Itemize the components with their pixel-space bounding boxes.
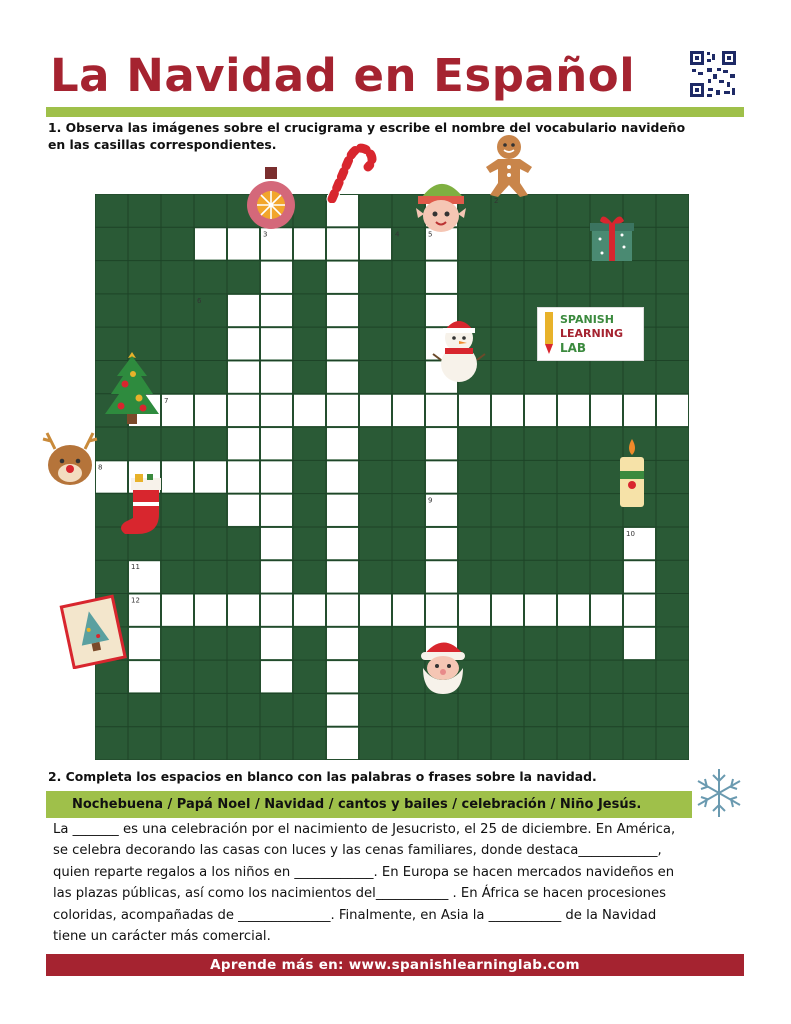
elf-icon xyxy=(412,174,470,234)
crossword-cell[interactable] xyxy=(327,561,358,592)
paragraph-line: coloridas, acompañadas de ______________. Finalmente, en Asia la ___________ de la Navidad xyxy=(53,907,657,923)
crossword-cell[interactable] xyxy=(327,361,358,392)
crossword-cell[interactable] xyxy=(393,595,424,626)
crossword-cell[interactable] xyxy=(327,595,358,626)
crossword-cell[interactable] xyxy=(426,262,457,293)
santa-icon xyxy=(415,636,471,696)
clue-number: 6 xyxy=(197,296,202,305)
crossword-cell[interactable] xyxy=(360,595,391,626)
instruction-1-line-2: en las casillas correspondientes. xyxy=(48,137,277,152)
crossword-cell[interactable] xyxy=(162,595,193,626)
crossword-cell[interactable] xyxy=(261,595,292,626)
title-underline xyxy=(46,107,744,117)
crossword-cell[interactable] xyxy=(327,262,358,293)
clue-number: 11 xyxy=(131,563,140,572)
christmas-card-icon xyxy=(59,593,127,669)
crossword-cell[interactable] xyxy=(261,661,292,692)
crossword-cell[interactable] xyxy=(327,661,358,692)
candy-cane-icon xyxy=(320,137,378,203)
crossword-cell[interactable] xyxy=(228,395,259,426)
crossword-cell[interactable] xyxy=(195,595,226,626)
crossword-cell[interactable] xyxy=(327,395,358,426)
crossword-cell[interactable] xyxy=(624,628,655,659)
crossword-cell[interactable] xyxy=(327,495,358,526)
crossword-cell[interactable] xyxy=(195,395,226,426)
crossword-cell[interactable] xyxy=(525,395,556,426)
crossword-cell[interactable] xyxy=(492,395,523,426)
crossword-cell[interactable] xyxy=(657,395,688,426)
crossword-cell[interactable] xyxy=(624,395,655,426)
crossword-cell[interactable] xyxy=(525,595,556,626)
footer-link[interactable]: Aprende más en: www.spanishlearninglab.com xyxy=(46,954,744,976)
crossword-cell[interactable] xyxy=(492,595,523,626)
crossword-cell[interactable] xyxy=(228,461,259,492)
crossword-cell[interactable] xyxy=(459,395,490,426)
crossword-cell[interactable] xyxy=(327,428,358,459)
crossword-cell[interactable] xyxy=(261,395,292,426)
crossword-cell[interactable] xyxy=(195,461,226,492)
crossword-cell[interactable] xyxy=(261,361,292,392)
paragraph-line: las plazas públicas, así como los nacimientos del___________ . En África se hacen procesiones xyxy=(53,886,667,902)
crossword-cell[interactable] xyxy=(228,328,259,359)
snowman-icon xyxy=(431,316,487,384)
crossword-cells xyxy=(95,194,689,760)
gingerbread-icon xyxy=(484,133,534,199)
spanish-learning-lab-logo: SPANISH LEARNING LAB xyxy=(537,307,644,361)
crossword-cell[interactable] xyxy=(591,395,622,426)
crossword-cell[interactable] xyxy=(129,661,160,692)
clue-number: 12 xyxy=(131,596,140,605)
crossword-cell[interactable] xyxy=(261,528,292,559)
crossword-cell[interactable] xyxy=(261,295,292,326)
crossword-cell[interactable] xyxy=(228,361,259,392)
clue-number: 9 xyxy=(428,496,433,505)
paragraph-line: quien reparte regalos a los niños en ____________. En Europa se hacen mercados navideños en xyxy=(53,864,675,880)
crossword-cell[interactable] xyxy=(228,595,259,626)
crossword-cell[interactable] xyxy=(327,628,358,659)
crossword-cell[interactable] xyxy=(426,595,457,626)
clue-number: 8 xyxy=(98,463,103,472)
crossword-cell[interactable] xyxy=(426,428,457,459)
crossword-cell[interactable] xyxy=(327,328,358,359)
word-bank: Nochebuena / Papá Noel / Navidad / cantos y bailes / celebración / Niño Jesús. xyxy=(46,791,692,818)
crossword-cell[interactable] xyxy=(228,495,259,526)
clue-number: 5 xyxy=(428,230,433,239)
gift-icon xyxy=(588,211,636,263)
crossword-cell[interactable] xyxy=(228,295,259,326)
paragraph-line: tiene un carácter más comercial. xyxy=(53,929,271,945)
crossword-cell[interactable] xyxy=(327,528,358,559)
crossword-cell[interactable] xyxy=(261,461,292,492)
clue-number: 2 xyxy=(494,197,499,205)
crossword-cell[interactable] xyxy=(195,228,226,259)
crossword-cell[interactable] xyxy=(426,528,457,559)
crossword-cell[interactable] xyxy=(261,262,292,293)
crossword-cell[interactable] xyxy=(360,395,391,426)
crossword-grid xyxy=(95,194,689,760)
crossword-cell[interactable] xyxy=(294,595,325,626)
instruction-1-line-1: 1. Observa las imágenes sobre el crucigrama y escribe el nombre del vocabulario navideño xyxy=(48,120,686,135)
snowflake-icon xyxy=(693,767,745,819)
crossword-cell[interactable] xyxy=(426,395,457,426)
christmas-tree-icon xyxy=(101,348,163,430)
candle-icon xyxy=(612,437,652,511)
crossword-cell[interactable] xyxy=(393,395,424,426)
crossword-cell[interactable] xyxy=(327,694,358,725)
reindeer-icon xyxy=(41,429,99,491)
crossword-cell[interactable] xyxy=(261,495,292,526)
stocking-icon xyxy=(117,474,171,540)
crossword-cell[interactable] xyxy=(261,561,292,592)
ornament-icon xyxy=(243,163,299,233)
crossword-cell[interactable] xyxy=(261,428,292,459)
crossword-cell[interactable] xyxy=(459,595,490,626)
clue-number: 4 xyxy=(395,230,400,239)
crossword-cell[interactable] xyxy=(327,228,358,259)
crossword-cell[interactable] xyxy=(624,561,655,592)
fill-in-paragraph xyxy=(53,819,743,947)
paragraph-line: se celebra decorando las casas con luces y las cenas familiares, donde destaca____________, xyxy=(53,843,662,859)
pencil-icon xyxy=(541,312,557,356)
crossword-cell[interactable] xyxy=(360,228,391,259)
crossword-cell[interactable] xyxy=(294,395,325,426)
crossword-cell[interactable] xyxy=(624,595,655,626)
crossword-cell[interactable] xyxy=(426,461,457,492)
instruction-2: 2. Completa los espacios en blanco con las palabras o frases sobre la navidad. xyxy=(48,769,597,784)
clue-number: 7 xyxy=(164,396,169,405)
crossword-cell[interactable] xyxy=(228,428,259,459)
crossword-cell[interactable] xyxy=(261,628,292,659)
crossword-cell[interactable] xyxy=(129,628,160,659)
crossword-cell[interactable] xyxy=(261,328,292,359)
page-title: La Navidad en Español xyxy=(50,49,636,102)
crossword-cell[interactable] xyxy=(558,395,589,426)
crossword-cell[interactable] xyxy=(327,461,358,492)
qr-code-icon xyxy=(689,50,737,98)
crossword-cell[interactable] xyxy=(426,561,457,592)
crossword-cell[interactable] xyxy=(327,295,358,326)
paragraph-line: La _______ es una celebración por el nacimiento de Jesucristo, el 25 de diciembre. En América, xyxy=(53,822,676,837)
clue-number: 3 xyxy=(263,230,268,239)
clue-number: 10 xyxy=(626,529,635,538)
crossword-cell[interactable] xyxy=(327,728,358,759)
crossword-cell[interactable] xyxy=(591,595,622,626)
crossword-cell[interactable] xyxy=(558,595,589,626)
